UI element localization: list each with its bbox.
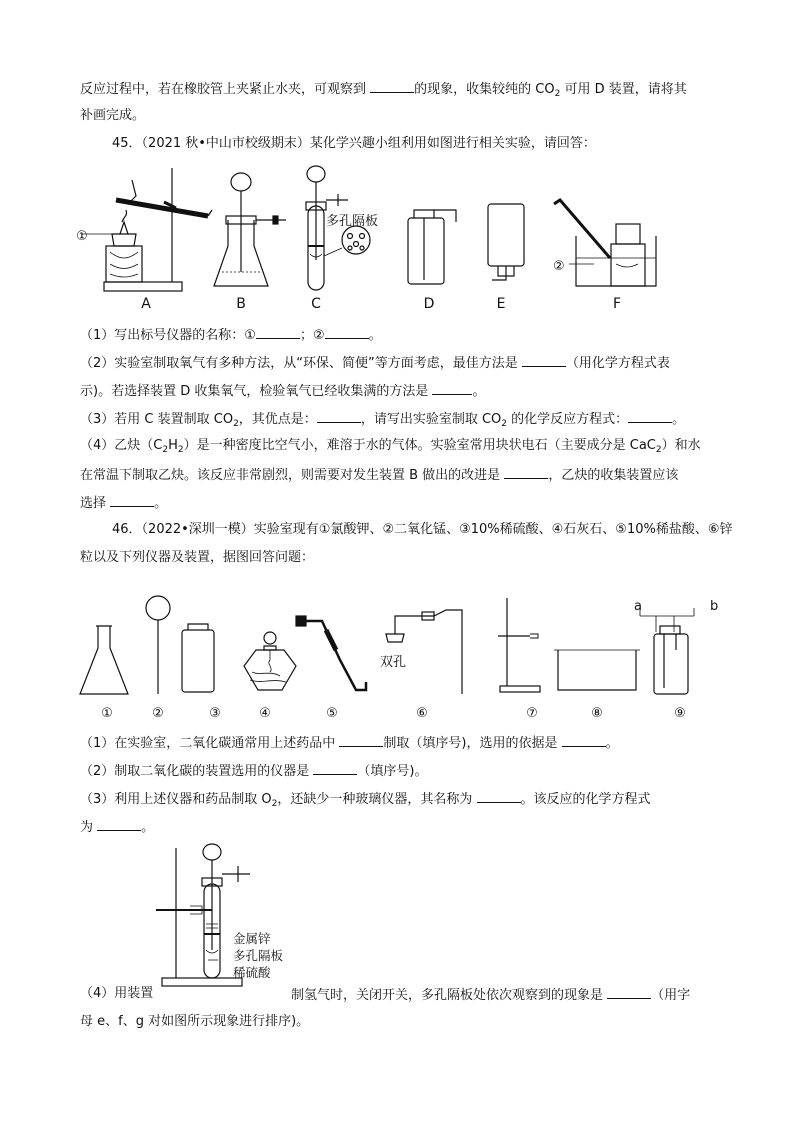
instrument-label-5: ⑤ <box>326 706 338 721</box>
porous-plate-label: 多孔隔板 <box>233 948 284 963</box>
q46-s4-line1: （4）用装置 <box>80 986 154 1001</box>
q46-s4-line1-rest: 制氢气时，关闭开关，多孔隔板处依次观察到的现象是 （用字 <box>291 985 690 1005</box>
q45-header: 45．（2021 秋•中山市校级期末）某化学兴趣小组利用如图进行相关实验，请回答： <box>112 136 596 151</box>
answer-blank[interactable] <box>256 325 300 339</box>
answer-blank[interactable] <box>432 381 472 395</box>
q45-s4-line1: （4）乙炔$(C_2H_2)$是一种密度比空气小，难溶于水的气体。实验室常用块状电石（主要成分是 CaC$_2$）和水 <box>80 438 701 455</box>
answer-blank[interactable] <box>317 409 361 423</box>
zinc-label: 金属锌 <box>233 931 271 946</box>
q45-apparatus-figure <box>76 160 676 315</box>
answer-blank[interactable] <box>325 325 369 339</box>
answer-blank[interactable] <box>313 761 357 775</box>
q46-s4-line2: 母 e、f、g 对如图所示现象进行排序)。 <box>80 1014 310 1029</box>
q46-s3-line2: 为 。 <box>80 817 154 837</box>
instrument-label-7: ⑦ <box>526 706 538 721</box>
svg-text:②: ② <box>553 259 565 274</box>
answer-blank[interactable] <box>370 79 414 93</box>
label-c: C <box>311 296 321 312</box>
answer-blank[interactable] <box>504 465 548 479</box>
answer-blank[interactable] <box>562 733 606 747</box>
answer-blank[interactable] <box>522 353 566 367</box>
answer-blank[interactable] <box>339 733 383 747</box>
label-b: B <box>236 296 246 312</box>
svg-text:①: ① <box>76 229 88 244</box>
answer-blank[interactable] <box>110 493 154 507</box>
apparatus-a <box>82 168 212 291</box>
q45-s3: （3）若用 C 装置制取 $CO_2$，其优点是： ，请写出实验室制取 $CO_2$ 的化学反应方程式： 。 <box>80 409 685 429</box>
instrument-label-8: ⑧ <box>591 706 603 721</box>
apparatus-f <box>554 200 656 286</box>
dilute-acid-label: 稀硫酸 <box>233 965 271 980</box>
q45-s4-line2: 在常温下制取乙炔。该反应非常剧烈，则需要对发生装置 B 做出的改进是 ，乙炔的收集装置应该 <box>80 465 678 485</box>
instrument-label-4: ④ <box>259 706 271 721</box>
label-f: F <box>612 296 622 312</box>
q45-s2-line1: （2）实验室制取氧气有多种方法，从“环保、简便”等方面考虑，最佳方法是 （用化学方程式表 <box>80 353 670 373</box>
instrument-label-2: ② <box>152 706 164 721</box>
instrument-label-3: ③ <box>209 706 221 721</box>
q45-s4-line3: 选择 。 <box>80 493 167 513</box>
q46-header-1: 46．（2022•深圳一模）实验室现有①氯酸钾、②二氧化锰、③10%稀硫酸、④石灰石、⑤10%稀盐酸、⑥锌 <box>112 522 733 537</box>
apparatus-d <box>408 210 456 284</box>
intro-line-1: 反应过程中，若在橡胶管上夹紧止水夹，可观察到 的现象，收集较纯的 $CO_2$ 可用 D 装置，请将其 <box>80 79 687 99</box>
instrument-label-9: ⑨ <box>674 706 686 721</box>
svg-text:a: a <box>634 599 642 614</box>
label-e: E <box>496 296 506 312</box>
shuangkong-label: 双孔 <box>380 655 407 670</box>
svg-text:多孔隔板: 多孔隔板 <box>326 214 379 229</box>
q46-s1: （1）在实验室，二氧化碳通常用上述药品中 制取（填序号)，选用的依据是 。 <box>80 733 619 753</box>
answer-blank[interactable] <box>628 409 672 423</box>
apparatus-e <box>488 204 524 280</box>
label-d: D <box>423 296 435 312</box>
answer-blank[interactable] <box>477 789 521 803</box>
answer-blank[interactable] <box>97 817 141 831</box>
q46-header-2: 粒以及下列仪器及装置，据图回答问题： <box>80 550 315 565</box>
label-a: A <box>141 296 151 312</box>
intro-line-2: 补画完成。 <box>80 108 146 123</box>
answer-blank[interactable] <box>607 985 651 999</box>
instrument-label-1: ① <box>101 706 113 721</box>
q46-instruments-figure <box>70 590 730 722</box>
q46-s3-line1: （3）利用上述仪器和药品制取 $O_2$，还缺少一种玻璃仪器，其名称为 。该反应的化学方程式 <box>80 789 651 809</box>
q45-s1: （1）写出标号仪器的名称：① ；② 。 <box>80 325 382 345</box>
apparatus-b <box>214 173 286 286</box>
svg-text:b: b <box>710 599 719 614</box>
q46-hydrogen-apparatus-figure <box>150 840 310 992</box>
instrument-label-6: ⑥ <box>416 706 428 721</box>
q46-s2: （2）制取二氧化碳的装置选用的仪器是 （填序号)。 <box>80 761 427 781</box>
q45-s2-line2: 示)。若选择装置 D 收集氧气，检验氧气已经收集满的方法是 。 <box>80 381 486 401</box>
